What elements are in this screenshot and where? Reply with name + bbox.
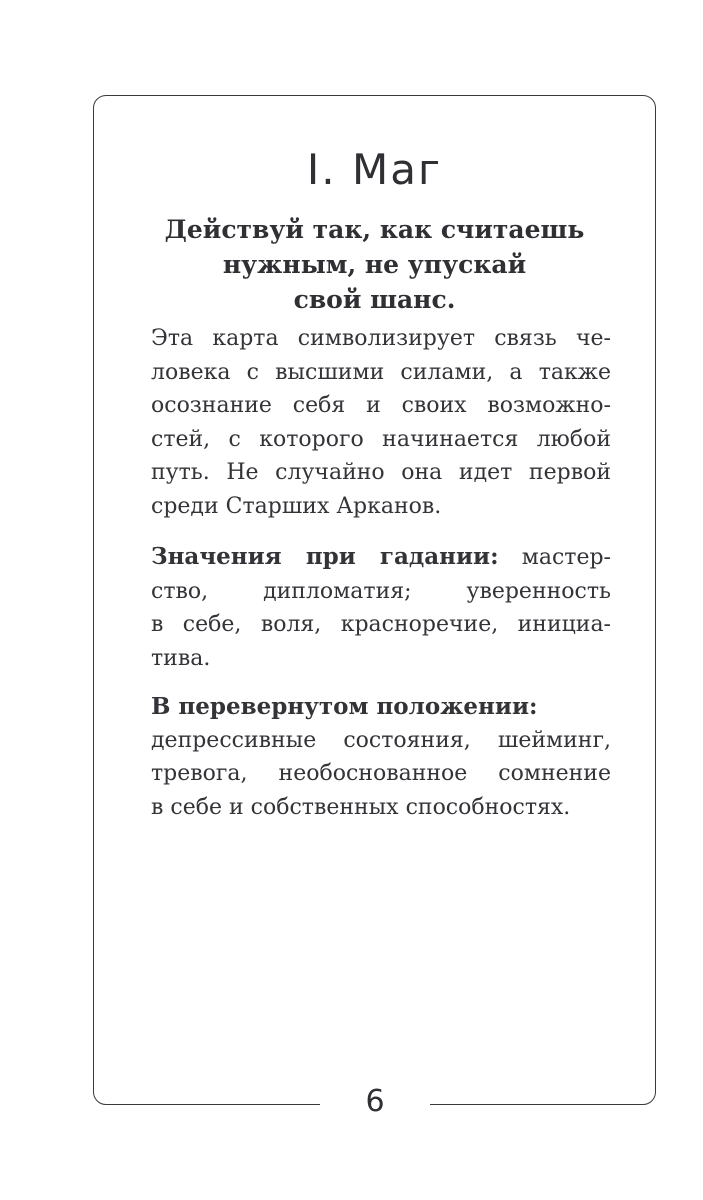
description-line: Эта карта символизирует связь че- [151, 326, 611, 351]
card-title: I. Маг [306, 145, 443, 194]
card-motto [93, 212, 656, 317]
reversed-paragraph [151, 690, 611, 824]
description-line: путь. Не случайно она идет первой [151, 460, 611, 485]
description-line: осознание себя и своих возможно- [151, 393, 611, 418]
motto-line: Действуй так, как считаешь [164, 215, 585, 244]
divination-line: ство, дипломатия; уверенность [151, 578, 611, 604]
motto-line: нужным, не упускай [222, 250, 527, 279]
description-line: стей, с которого начинается любой [151, 426, 611, 452]
divination-label: Значения при гадании: [151, 543, 499, 570]
reversed-line: в себе и собственных способностях. [151, 794, 571, 820]
divination-line: в себе, воля, красноречие, инициа- [151, 612, 611, 637]
description-paragraph [151, 322, 611, 523]
divination-line: тива. [151, 645, 211, 671]
reversed-line: депрессивные состояния, шейминг, [151, 727, 611, 753]
motto-line: свой шанс. [293, 285, 456, 314]
reversed-line: тревога, необоснованное сомнение [151, 761, 611, 786]
reversed-label: В перевернутом положении: [151, 693, 538, 720]
divination-text: мастер- [521, 545, 611, 570]
page-number: 6 [365, 1084, 385, 1119]
divination-paragraph [151, 540, 611, 675]
divination-first-line [151, 540, 611, 575]
description-line: ловека с высшими силами, а также [151, 359, 611, 385]
description-line: среди Старших Арканов. [151, 493, 442, 519]
